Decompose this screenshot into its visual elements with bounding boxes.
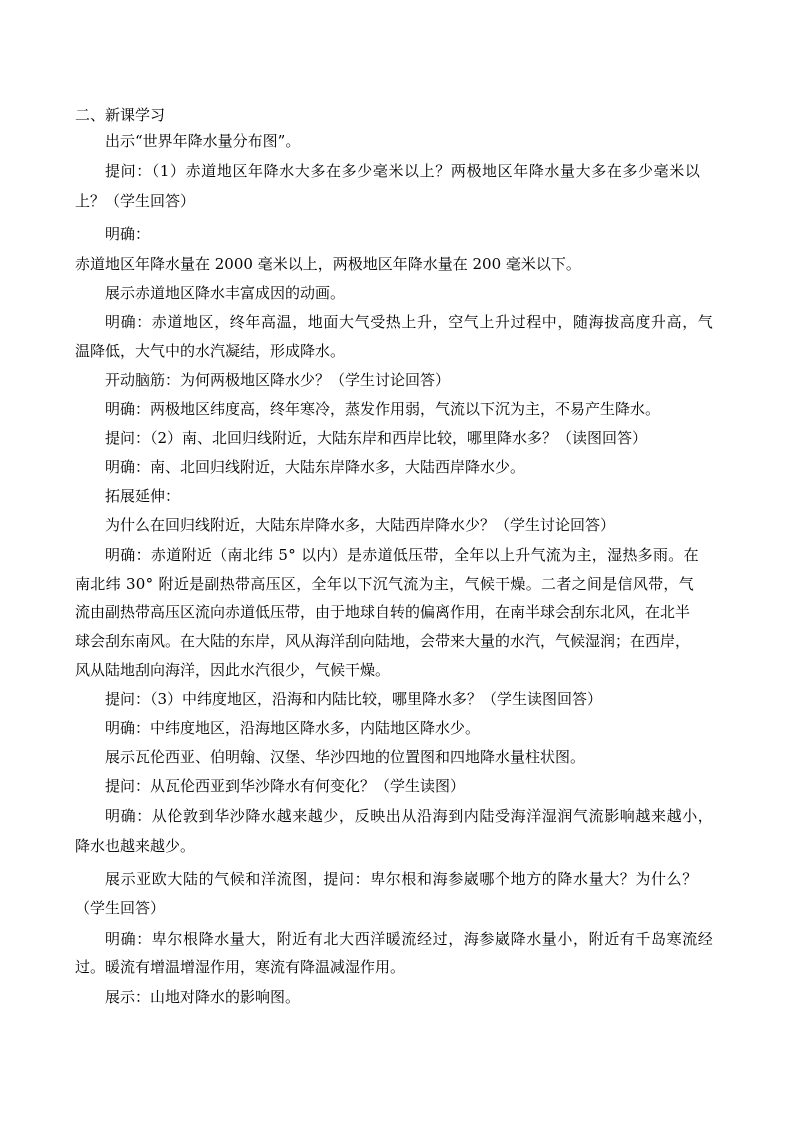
- paragraph-line: 明确：卑尔根降水量大，附近有北大西洋暖流经过，海参崴降水量小，附近有千岛寒流经: [105, 930, 714, 948]
- paragraph-line: 展示瓦伦西亚、伯明翰、汉堡、华沙四地的位置图和四地降水量柱状图。: [105, 748, 586, 766]
- paragraph-line: 风从陆地刮向海洋，因此水汽很少，气候干燥。: [75, 661, 391, 679]
- paragraph-line: 球会刮东南风。在大陆的东岸，风从海洋刮向陆地，会带来大量的水汽，气候湿润；在西岸，: [75, 632, 691, 650]
- paragraph-line: 提问：从瓦伦西亚到华沙降水有何变化？（学生读图）: [105, 777, 466, 795]
- paragraph-line: 开动脑筋：为何两极地区降水少？（学生讨论回答）: [105, 371, 451, 389]
- paragraph-line: 赤道地区年降水量在 2000 毫米以上，两极地区年降水量在 200 毫米以下。: [75, 255, 581, 273]
- paragraph-line: 明确：从伦敦到华沙降水越来越少，反映出从沿海到内陆受海洋湿润气流影响越来越小，: [105, 807, 714, 825]
- paragraph-line: 明确：两极地区纬度高，终年寒冷，蒸发作用弱，气流以下沉为主，不易产生降水。: [105, 400, 661, 418]
- paragraph-line: 明确：: [105, 225, 151, 243]
- paragraph-line: 展示亚欧大陆的气候和洋流图，提问：卑尔根和海参崴哪个地方的降水量大？为什么？: [105, 870, 698, 888]
- paragraph-line: 为什么在回归线附近，大陆东岸降水多，大陆西岸降水少？（学生讨论回答）: [105, 516, 616, 534]
- paragraph-line: 明确：赤道地区，终年高温，地面大气受热上升，空气上升过程中，随海拔高度升高，气: [105, 313, 714, 331]
- paragraph-line: 降水也越来越少。: [75, 837, 196, 855]
- paragraph-line: 提问：（1）赤道地区年降水大多在多少毫米以上？两极地区年降水量大多在多少毫米以: [105, 162, 701, 180]
- paragraph-line: 南北纬 30° 附近是副热带高压区，全年以下沉气流为主，气候干燥。二者之间是信风带，气: [75, 575, 695, 593]
- paragraph-line: 过。暖流有增温增湿作用，寒流有降温减湿作用。: [75, 958, 406, 976]
- section-heading: 二、新课学习: [75, 106, 166, 124]
- paragraph-line: 提问：（2）南、北回归线附近，大陆东岸和西岸比较，哪里降水多？（读图回答）: [105, 429, 648, 447]
- paragraph-line: 展示：山地对降水的影响图。: [105, 988, 301, 1006]
- paragraph-line: 上？（学生回答）: [75, 192, 196, 210]
- paragraph-line: 明确：南、北回归线附近，大陆东岸降水多，大陆西岸降水少。: [105, 458, 526, 476]
- paragraph-line: 提问：（3）中纬度地区，沿海和内陆比较，哪里降水多？（学生读图回答）: [105, 690, 603, 708]
- paragraph-line: 温降低，大气中的水汽凝结，形成降水。: [75, 342, 346, 360]
- paragraph-line: 拓展延伸：: [105, 487, 181, 505]
- paragraph-line: （学生回答）: [75, 899, 166, 917]
- paragraph-line: 出示“世界年降水量分布图”。: [105, 132, 301, 150]
- paragraph-line: 明确：赤道附近（南北纬 5° 以内）是赤道低压带，全年以上升气流为主，湿热多雨。在: [105, 546, 699, 564]
- paragraph-line: 展示赤道地区降水丰富成因的动画。: [105, 284, 346, 302]
- paragraph-line: 流由副热带高压区流向赤道低压带，由于地球自转的偏离作用，在南半球会刮东北风，在北半: [75, 603, 691, 621]
- paragraph-line: 明确：中纬度地区，沿海地区降水多，内陆地区降水少。: [105, 719, 481, 737]
